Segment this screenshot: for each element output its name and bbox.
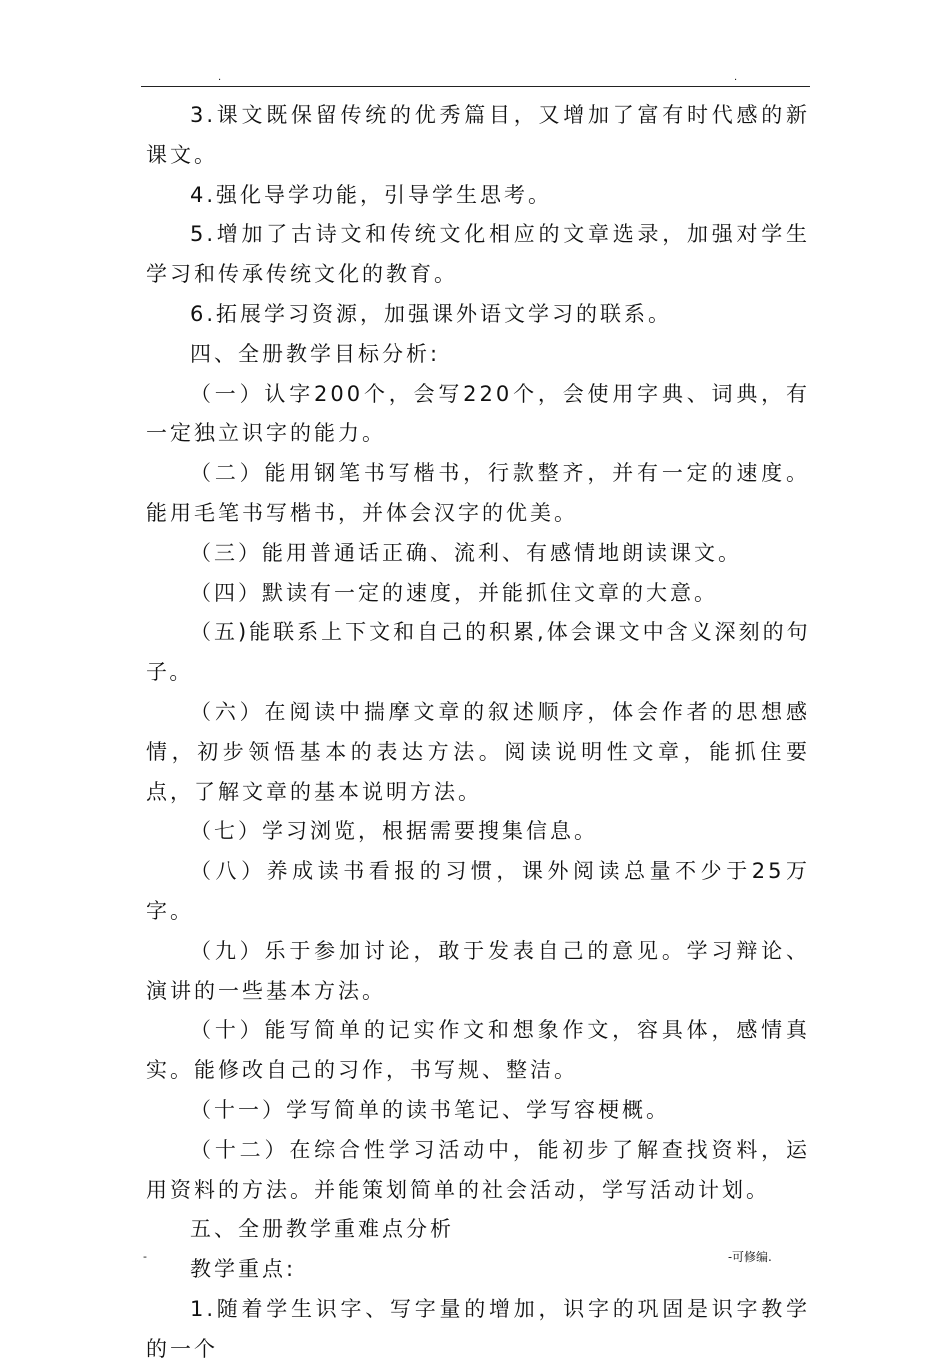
goal-item-7: （七）学习浏览，根据需要搜集信息。: [190, 819, 598, 844]
footer-editable-note: -可修编.: [728, 1250, 772, 1264]
paragraph-feature-4: 4.强化导学功能，引导学生思考。: [190, 182, 553, 207]
goal-item-10: （十）能写简单的记实作文和想象作文，容具体，感情真实。能修改自己的习作，书写规、整洁。: [146, 1018, 810, 1083]
section-heading-goals: 四、全册教学目标分析:: [190, 341, 441, 366]
goal-item-11: （十一）学写简单的读书笔记、学写容梗概。: [190, 1097, 670, 1122]
goal-item-9: （九）乐于参加讨论，敢于发表自己的意见。学习辩论、演讲的一些基本方法。: [146, 938, 810, 1003]
subheading-teaching-focus: 教学重点:: [190, 1257, 297, 1282]
header-rule: [141, 86, 810, 87]
paragraph-feature-5: 5.增加了古诗文和传统文化相应的文章选录，加强对学生学习和传承传统文化的教育。: [146, 222, 810, 287]
header-mark-right: .: [734, 72, 738, 83]
header-mark-left: .: [218, 72, 222, 83]
goal-item-6: （六）在阅读中揣摩文章的叙述顺序，体会作者的思想感情，初步领悟基本的表达方法。阅读说明性文章，能抓住要点，了解文章的基本说明方法。: [146, 699, 810, 804]
footer-mark-left: -: [143, 1250, 147, 1263]
goal-item-12: （十二）在综合性学习活动中，能初步了解查找资料，运用资料的方法。并能策划简单的社会活动，学写活动计划。: [146, 1137, 810, 1202]
goal-item-2: （二）能用钢笔书写楷书，行款整齐，并有一定的速度。能用毛笔书写楷书，并体会汉字的优美。: [146, 461, 810, 525]
focus-item-1: 1.随着学生识字、写字量的增加，识字的巩固是识字教学的一个: [146, 1296, 810, 1361]
goal-item-8: （八）养成读书看报的习惯，课外阅读总量不少于25万字。: [146, 859, 810, 923]
paragraph-feature-6: 6.拓展学习资源，加强课外语文学习的联系。: [190, 301, 673, 326]
section-heading-key-points: 五、全册教学重难点分析: [190, 1217, 454, 1242]
goal-item-3: （三）能用普通话正确、流利、有感情地朗读课文。: [190, 540, 742, 565]
paragraph-feature-3: 3.课文既保留传统的优秀篇目，又增加了富有时代感的新课文。: [146, 103, 810, 167]
body-text: [146, 96, 810, 1370]
goal-item-5: （五)能联系上下文和自己的积累,体会课文中含义深刻的句子。: [146, 620, 810, 685]
goal-item-4: （四）默读有一定的速度，并能抓住文章的大意。: [190, 580, 718, 605]
goal-item-1: （一）认字200个，会写220个，会使用字典、词典，有一定独立识字的能力。: [146, 381, 810, 446]
